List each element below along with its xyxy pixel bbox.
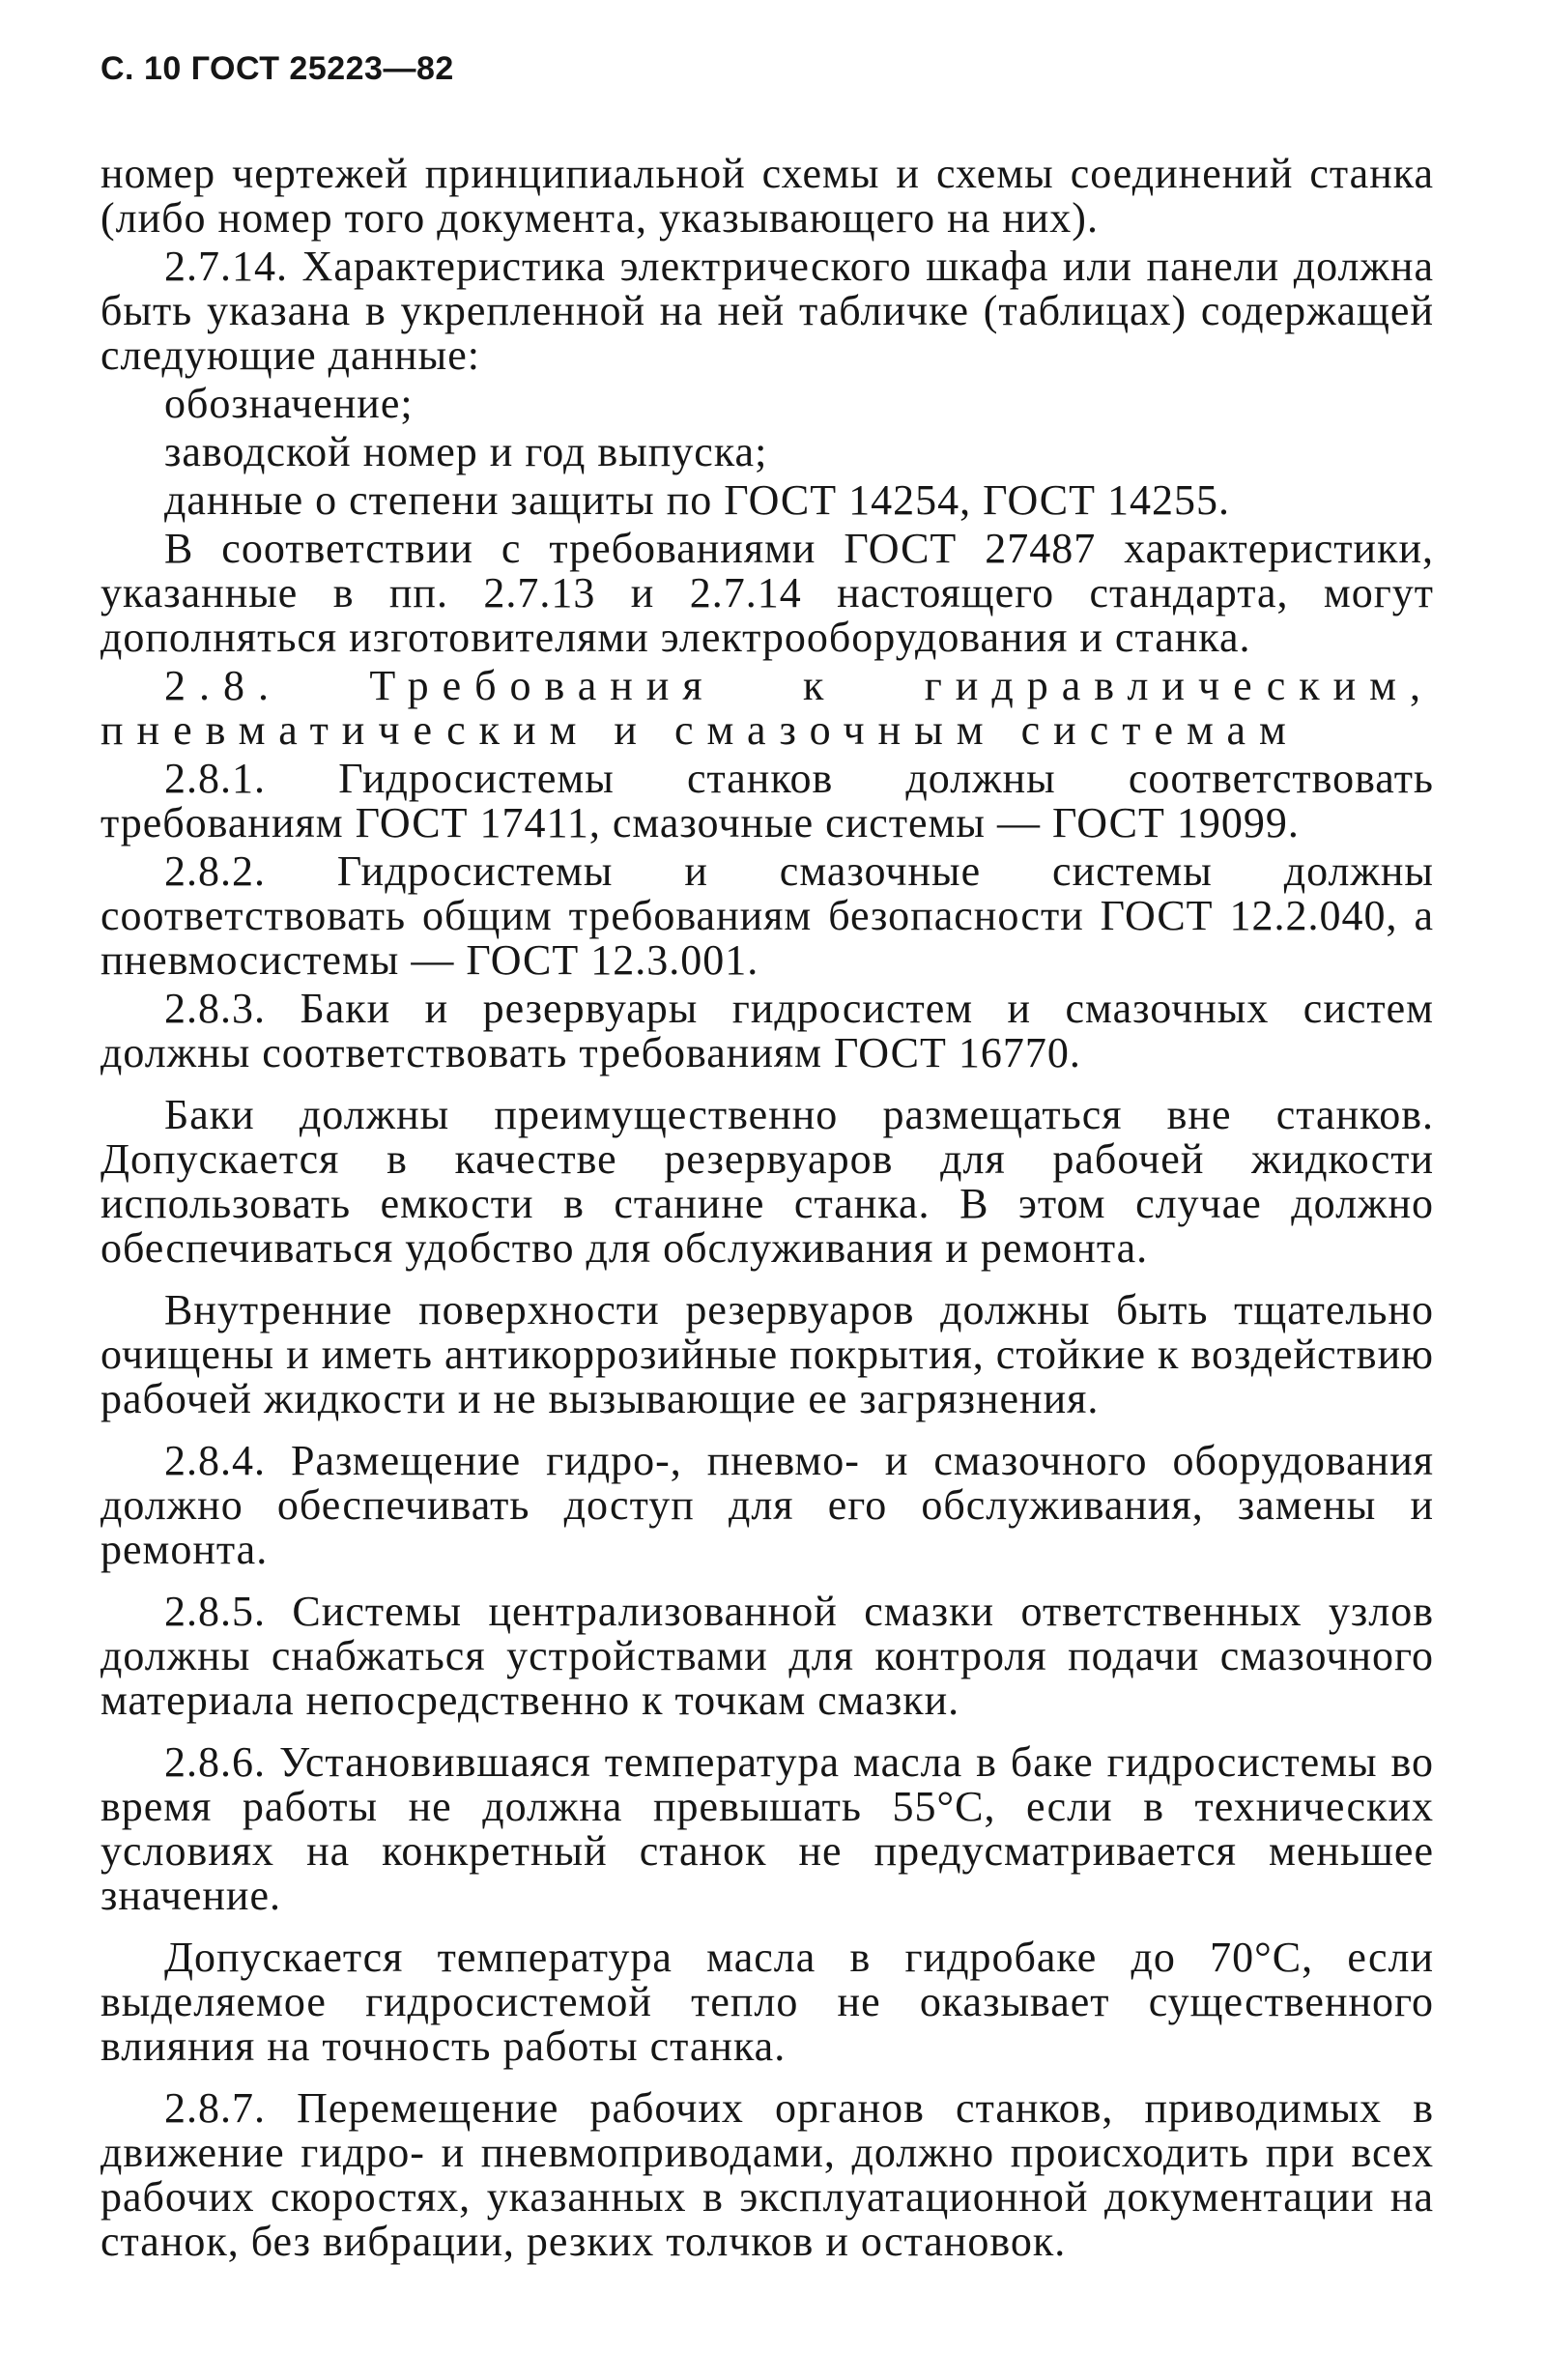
paragraph-2-8-7: 2.8.7. Перемещение рабочих органов станков, приводимых в движение гидро- и пневмоприводами, должно происходить при всех рабочих скоростях, указанных в эксплуатационной документации на станок, без вибрации, резких толчков и остановок. xyxy=(100,2084,1434,2265)
document-page xyxy=(100,50,1434,2268)
paragraph: Допускается температура масла в гидробаке до 70°С, если выделяемое гидросистемой тепло не оказывает существенного влияния на точность работы станка. xyxy=(100,1934,1434,2070)
list-item: заводской номер и год выпуска; xyxy=(164,428,768,475)
running-head: С. 10 ГОСТ 25223—82 xyxy=(100,50,454,87)
paragraph-2-8-5: 2.8.5. Системы централизованной смазки ответственных узлов должны снабжаться устройствами для контроля подачи смазочного материала непосредственно к точкам смазки. xyxy=(100,1588,1434,1724)
paragraph-2-8-2: 2.8.2. Гидросистемы и смазочные системы должны соответствовать общим требованиям безопасности ГОСТ 12.2.040, а пневмосистемы — ГОСТ 12.3.001. xyxy=(100,847,1434,984)
paragraph-2-8-3: 2.8.3. Баки и резервуары гидросистем и смазочных систем должны соответствовать требованиям ГОСТ 16770. xyxy=(100,985,1434,1076)
list-item: данные о степени защиты по ГОСТ 14254, ГОСТ 14255. xyxy=(164,476,1230,524)
paragraph-2-8-1: 2.8.1. Гидросистемы станков должны соответствовать требованиям ГОСТ 17411, смазочные системы — ГОСТ 19099. xyxy=(100,755,1434,846)
section-heading: 2.8. Требования к гидравлическим, пневматическим и смазочным системам xyxy=(100,662,1434,754)
list-item: обозначение; xyxy=(164,380,414,427)
paragraph-2-7-14: 2.7.14. Характеристика электрического шкафа или панели должна быть указана в укрепленной на ней табличке (таблицах) содержащей следующие данные: xyxy=(100,243,1434,379)
paragraph-2-8-6: 2.8.6. Установившаяся температура масла в баке гидросистемы во время работы не должна превышать 55°С, если в технических условиях на конкретный станок не предусматривается меньшее значение. xyxy=(100,1738,1434,1919)
paragraph: Внутренние поверхности резервуаров должны быть тщательно очищены и иметь антикоррозийные покрытия, стойкие к воздействию рабочей жидкости и не вызывающие ее загрязнения. xyxy=(100,1286,1434,1422)
paragraph: В соответствии с требованиями ГОСТ 27487 характеристики, указанные в пп. 2.7.13 и 2.7.14 настоящего стандарта, могут дополняться изготовителями электрооборудования и станка. xyxy=(100,525,1434,661)
paragraph: Баки должны преимущественно размещаться вне станков. Допускается в качестве резервуаров для рабочей жидкости использовать емкости в станине станка. В этом случае должно обеспечиваться удобство для обслуживания и ремонта. xyxy=(100,1091,1434,1272)
paragraph-2-8-4: 2.8.4. Размещение гидро-, пневмо- и смазочного оборудования должно обеспечивать доступ для его обслуживания, замены и ремонта. xyxy=(100,1437,1434,1573)
paragraph: номер чертежей принципиальной схемы и схемы соединений станка (либо номер того документа, указывающего на них). xyxy=(100,150,1434,242)
